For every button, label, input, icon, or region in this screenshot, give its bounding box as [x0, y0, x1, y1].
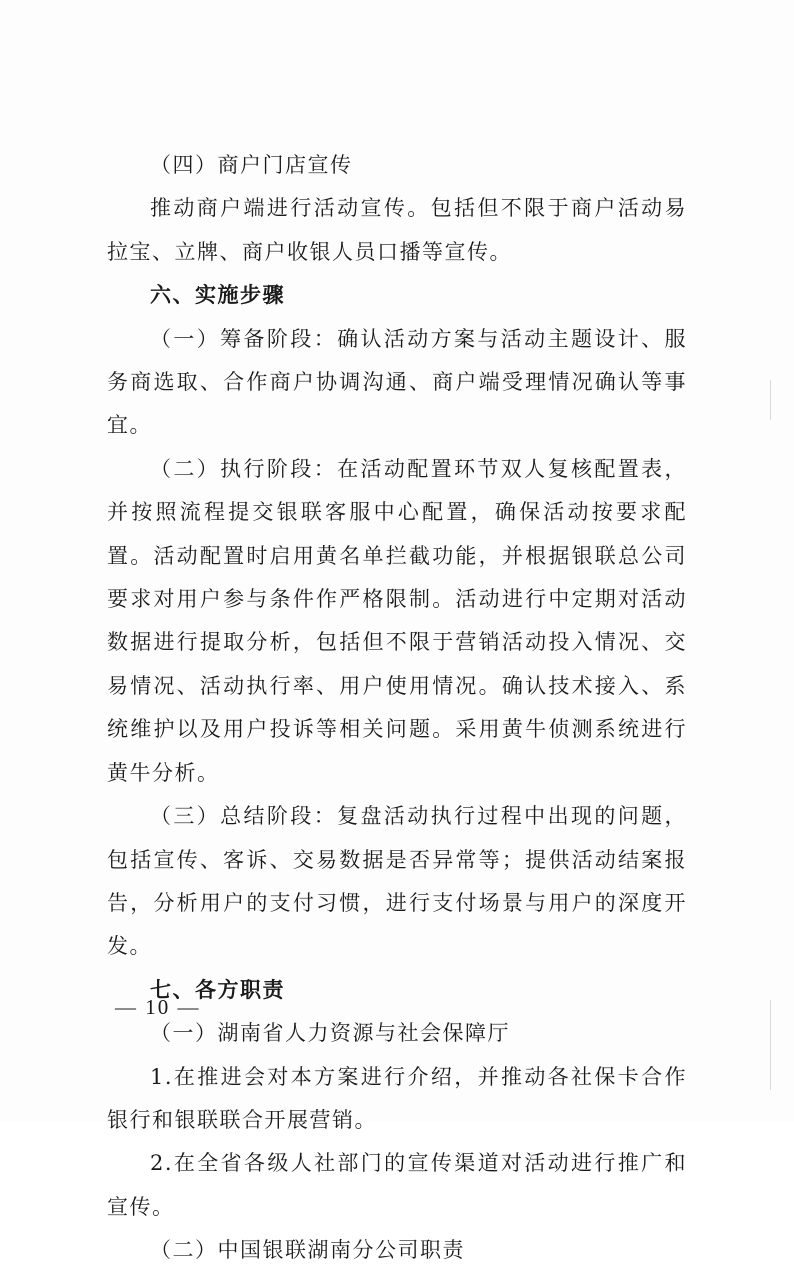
step-3-summary: （三）总结阶段：复盘活动执行过程中出现的问题，包括宣传、客诉、交易数据是否异常等；提供活动结案报告，分析用户的支付习惯，进行支付场景与用户的深度开发。 [107, 804, 687, 959]
section-4-paragraph: 推动商户端进行活动宣传。包括但不限于商户活动易拉宝、立牌、商户收银人员口播等宣传。 [107, 196, 687, 264]
responsibility-2-title: （二）中国银联湖南分公司职责 [150, 1238, 465, 1263]
responsibility-1-title: （一）湖南省人力资源与社会保障厅 [150, 1021, 510, 1046]
step-1-preparation: （一）筹备阶段：确认活动方案与活动主题设计、服务商选取、合作商户协调沟通、商户端受理情况确认等事宜。 [107, 326, 687, 438]
heading-responsibilities: 七、各方职责 [150, 977, 285, 1002]
responsibility-1-item-1: 1.在推进会对本方案进行介绍，并推动各社保卡合作银行和银联联合开展营销。 [107, 1064, 687, 1132]
responsibility-1-item-2: 2.在全省各级人社部门的宣传渠道对活动进行推广和宣传。 [107, 1151, 687, 1219]
scan-edge-mark [770, 380, 771, 420]
document-body [107, 144, 687, 1273]
step-2-execution: （二）执行阶段：在活动配置环节双人复核配置表，并按照流程提交银联客服中心配置，确保活动按要求配置。活动配置时启用黄名单拦截功能，并根据银联总公司要求对用户参与条件作严格限制。活动进行中定期对活动数据进行提取分析，包括但不限于营销活动投入情况、交易情况、活动执行率、用户使用情况。确认技术接入、系统维护以及用户投诉等相关问题。采用黄牛侦测系统进行黄牛分析。 [107, 456, 687, 785]
scan-edge-mark [770, 1000, 771, 1090]
heading-implementation-steps: 六、实施步骤 [150, 283, 285, 308]
page-number: — 10 — [115, 995, 201, 1019]
section-4-title: （四）商户门店宣传 [150, 153, 353, 177]
